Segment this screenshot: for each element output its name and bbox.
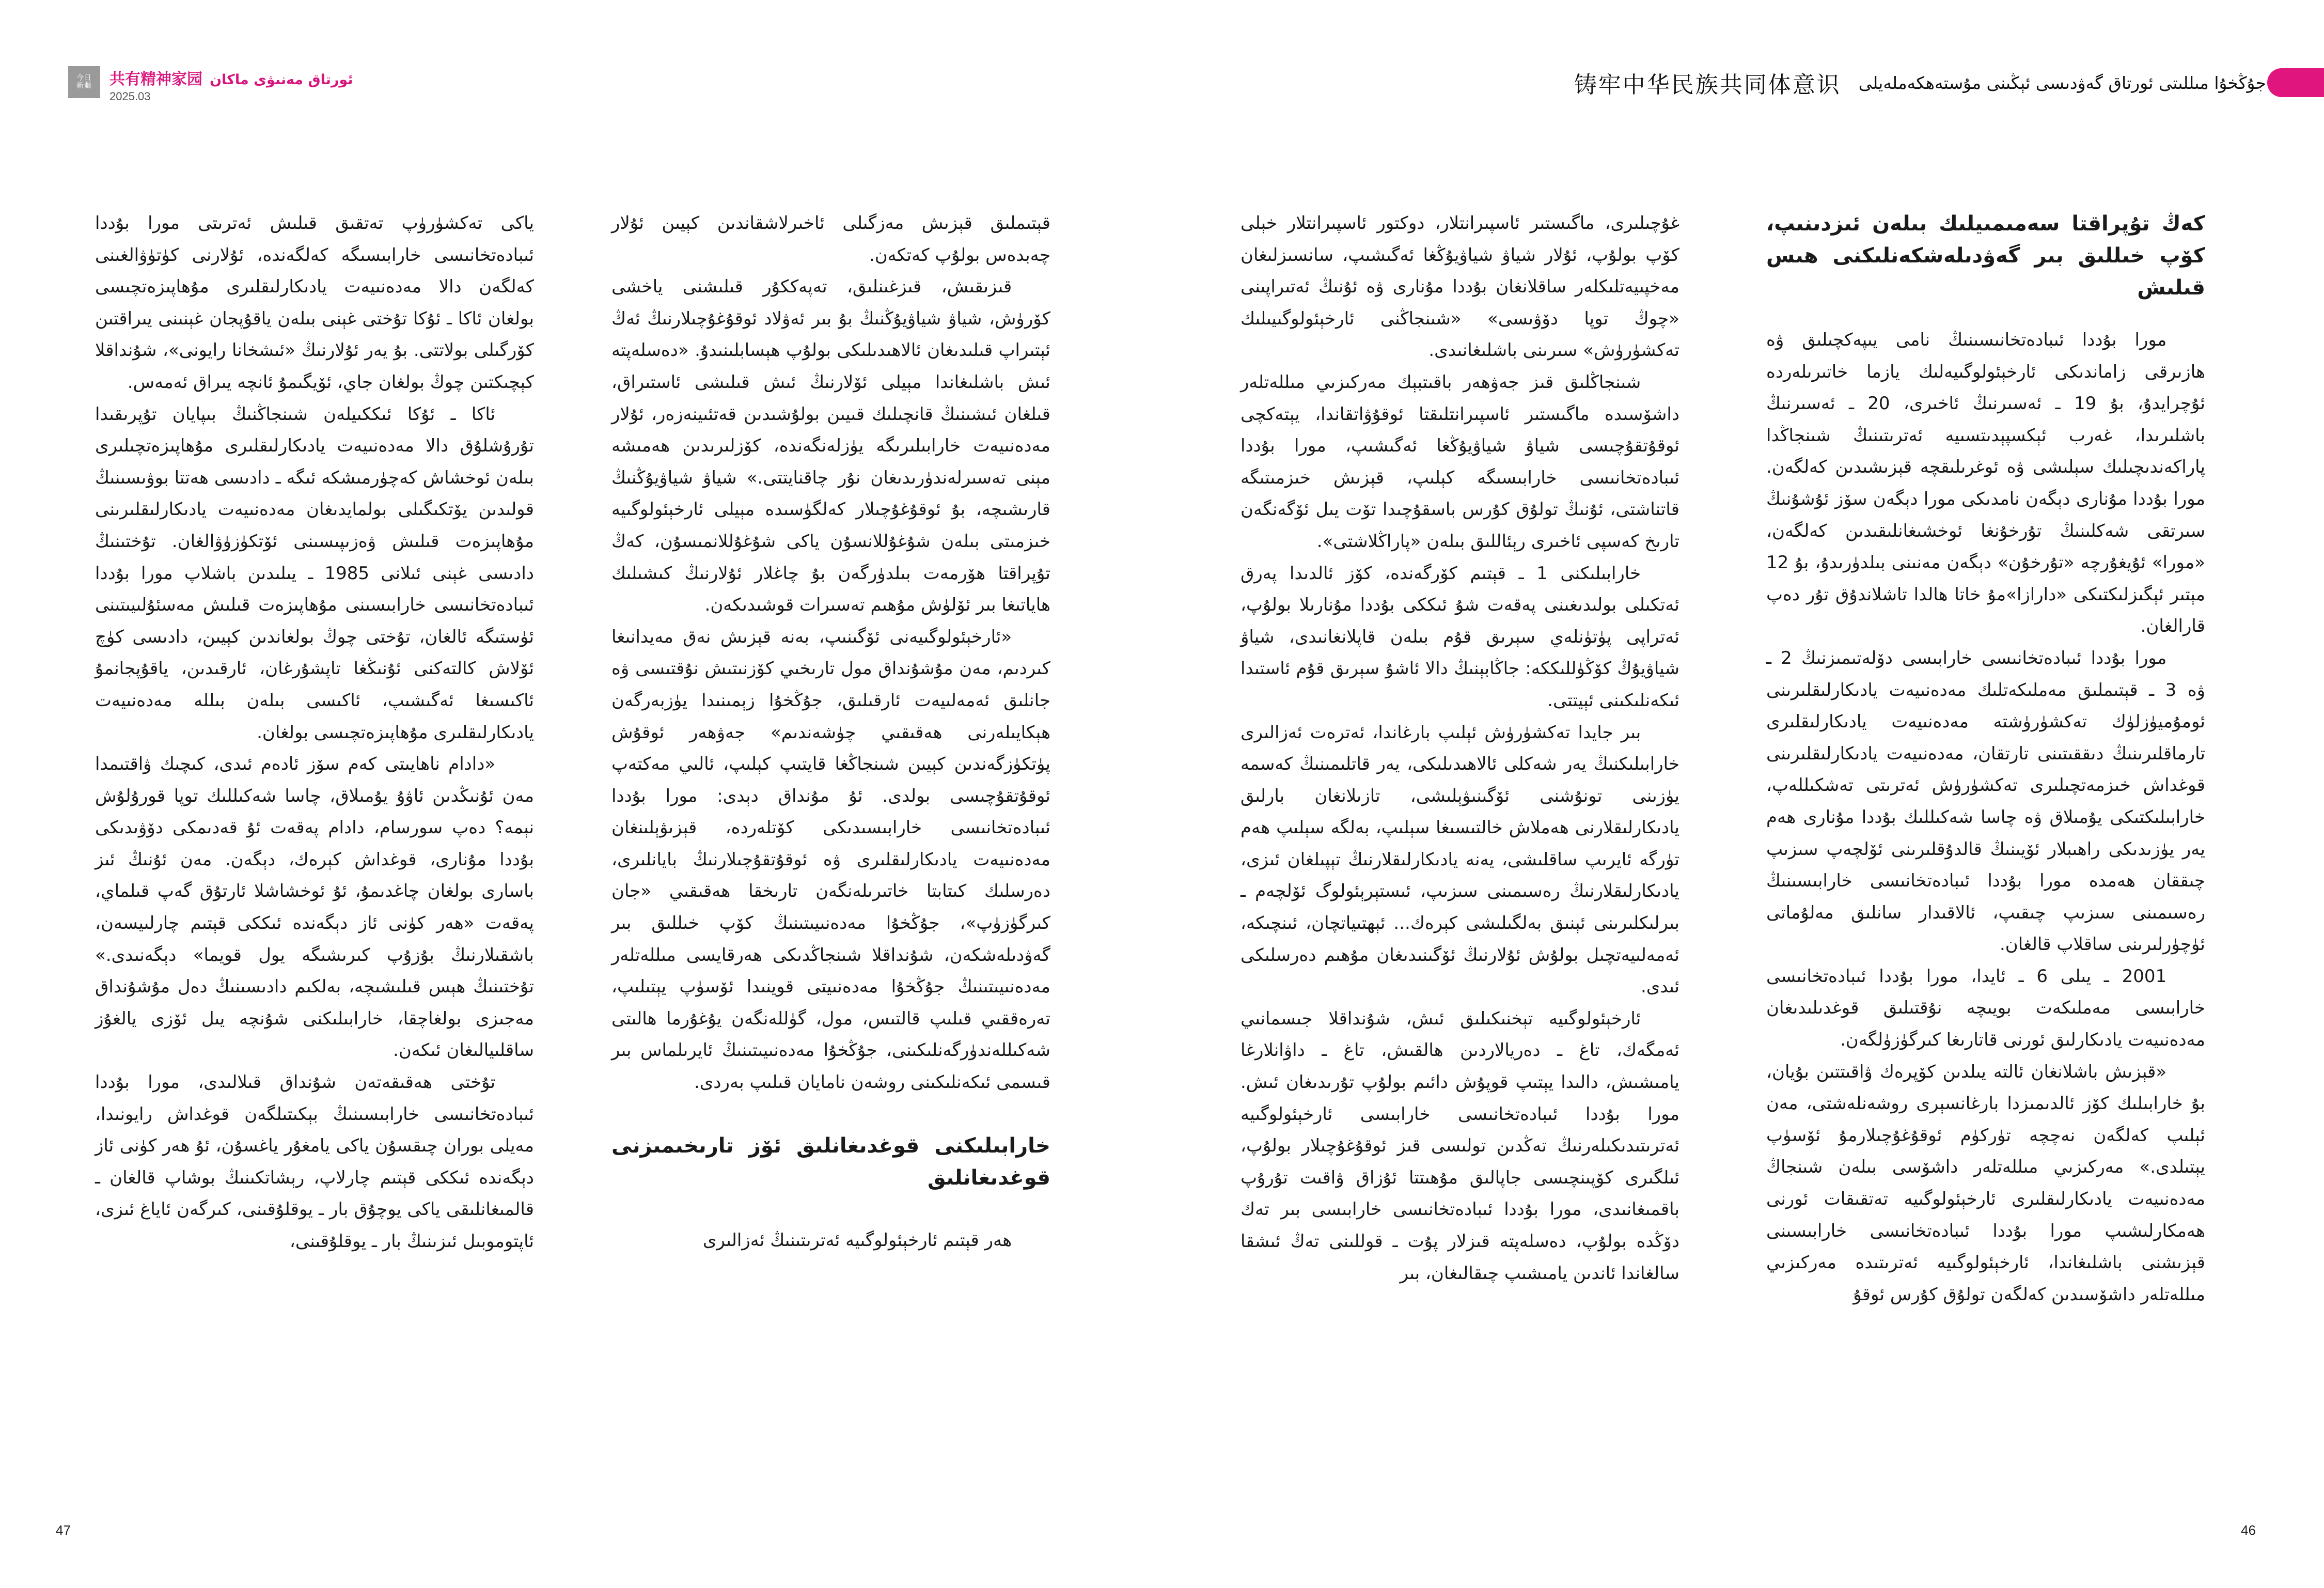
paragraph: ھەر قېتىم ئارخېئولوگىيە ئەترىتىنىڭ ئەزالىرى	[702, 1229, 1012, 1251]
paragraph: «دادام ناھايىتى كەم سۆز ئادەم ئىدى، كىچىك ۋاقتىمدا مەن ئۇنىڭدىن ئاۋۇ يۇمىلاق، چاسا شەكىللىك توپا قورۇلۇش نېمە؟ دەپ سورسام، دادام پەقەت ئۇ قەدىمكى دۆۋىدىكى بۇددا مۇنارى، قوغداش كېرەك، دېگەن. مەن ئۇنىڭ ئىز باسارى بولغان چاغدىمۇ، ئۇ ئوخشاشلا ئارتۇق گەپ قىلماي، پەقەت «ھەر كۈنى ئاز دېگەندە ئىككى قېتىم چارلىيسەن، باشقىلارنىڭ بۇزۇپ كىرىشىگە يول قويما» دېگەنىدى.» تۇختىنىڭ ھېس قىلىشىچە، بەلكىم دادىسىنىڭ دەل مۇشۇنداق مەجىزى بولغاچقا، خارابىلىكنى شۇنچە يىل ئۆزى يالغۇز ساقلىيالىغان ئىكەن.	[95, 754, 534, 1061]
section-heading-1: كەڭ تۇپراقتا سەمىمىيلىك بىلەن ئىزدىنىپ، كۆپ خىللىق بىر گەۋدىلەشكەنلىكنى ھىس قىلىش	[1766, 212, 2205, 300]
paragraph: قىزىقىش، قىزغىنلىق، تەپەككۇر قىلىشنى ياخشى كۆرۈش، شياۋ شياۋيۇڭنىڭ بۇ بىر ئەۋلاد ئوقۇغۇچىلارنىڭ ئەڭ ئېتىراپ قىلىدىغان ئالاھىدىلىكى بولۇپ ھېسابلىنىدۇ. «دەسلەپتە ئىش باشلىغاندا مېيلى ئۆلارنىڭ ئىش قىلىشى ئاستىراق، قىلغان ئىشىنىڭ قانچىلىك قىيىن بولۇشىدىن قەتئىينەزەر، ئۇلار مەدەنىيەت خارابىلىرىگە يۈزلەنگەندە، كۆزلىرىدىن ھەمىشە مېنى تەسىرلەندۈرىدىغان نۇر چاقنايتتى.» شياۋ شياۋيۇڭنىڭ قارىشىچە، بۇ ئوقۇغۇچىلار كەلگۈسىدە مېيلى ئارخېئولوگىيە خىزمىتى بىلەن شۇغۇللانسۇن ياكى شۇغۇللانمىسۇن، كەڭ تۇپراقتا ھۆرمەت بىلدۈرگەن بۇ چاغلار ئۇلارنىڭ كىشىلىك ھاياتىغا بىر ئۆلۈش مۇھىم تەسىرات قوشىدىكەن.	[611, 276, 1050, 616]
section-title-cn: 共有精神家园	[109, 70, 202, 88]
magazine-logo	[68, 66, 100, 98]
motto-cn: 铸牢中华民族共同体意识	[1574, 72, 1841, 98]
paragraph: «قېزىش باشلانغان ئالتە يىلدىن كۆپرەك ۋاقىتتىن بۇيان، بۇ خارابىلىك كۆز ئالدىمىزدا بارغانسېرى روشەنلەشتى، مەن ئېلىپ كەلگەن نەچچە تۈركۈم ئوقۇغۇچىلارمۇ ئۆسۈپ يېتىلدى.» مەركىزىي مىللەتلەر داشۆسى بىلەن شىنجاڭ مەدەنىيەت يادىكارلىقلىرى ئارخېئولوگىيە تەتقىقات ئورنى ھەمكارلىشىپ مورا بۇددا ئىبادەتخانىسى خارابىسىنى قېزىشنى باشلىغاندا، ئارخېئولوگىيە ئەترىتىدە مەركىزىي مىللەتلەر داشۆسىدىن كەلگەن تولۇق كۇرس ئوقۇ	[1766, 1061, 2205, 1305]
paragraph: خارابىلىكنى 1 ـ قېتىم كۆرگەندە، كۆز ئالدىدا پەرق ئەتكىلى بولىدىغىنى پەقەت شۇ ئىككى بۇددا مۇنارىلا بولۇپ، ئەتراپى پۈتۈنلەي سېرىق قۇم بىلەن قاپلانغانىدى، شياۋ شياۋيۇڭ كۆڭۈللىككە: جاڭابېنىڭ دالا ئاشۇ سېرىق قۇم ئاستىدا ئىكەنلىكىنى ئېيتتى.	[1240, 563, 1679, 711]
paragraph: ئارخېئولوگىيە تېخنىكىلىق ئىش، شۇنداقلا جىسمانىي ئەمگەك، تاغ ـ دەريالاردىن ھالقىش، تاغ ـ داۋانلارغا يامىشىش، دالىدا يېتىپ قوپۇش دائىم بولۇپ تۇرىدىغان ئىش. مورا بۇددا ئىبادەتخانىسى خارابىسى ئارخېئولوگىيە ئەترىتىدىكىلەرنىڭ تەڭدىن تولىسى قىز ئوقۇغۇچىلار بولۇپ، ئىلگىرى كۆپىنچىسى جاپالىق مۇھىتتا ئۇزاق ۋاقىت تۇرۇپ باقمىغانىدى، مورا بۇددا ئىبادەتخانىسى خارابىسى بىر تەك دۆڭدە بولۇپ، دەسلەپتە قىزلار پۇت ـ قوللىنى تەڭ ئىشقا سالغاندا ئاندىن يامىشىپ چىقالىغان، بىر	[1240, 1008, 1679, 1284]
right-page-header	[1574, 66, 2266, 99]
column-1	[95, 208, 534, 1258]
paragraph: مورا بۇددا ئىبادەتخانىسىنىڭ نامى يىپەكچىلىق ۋە ھازىرقى زاماندىكى ئارخېئولوگىيەلىك يازما خاتىرىلەردە ئۇچرايدۇ، بۇ 19 ـ ئەسىرنىڭ ئاخىرى، 20 ـ ئەسىرنىڭ باشلىرىدا، غەرب ئېكسپېدىتسىيە ئەترىتىنىڭ شىنجاڭدا پاراكەندىچىلىك سېلىشى ۋە ئوغرىلىقچە قېزىشىدىن كەلگەن. مورا بۇددا مۇنارى دېگەن نامدىكى مورا دېگەن سۆز ئۇشۇنىڭ سىرتقى شەكلىنىڭ تۇرخۇنغا ئوخشىغانلىقىدىن كەلگەن، «مورا» ئۇيغۇرچە «تۇرخۇن» دېگەن مەنىنى بىلدۈرىدۇ، بۇ 12 مېتىر ئېگىزلىكتىكى «دارازا»مۇ خاتا ھالدا تاشلاندۇق تۇر دەپ قارالغان.	[1766, 330, 2205, 637]
issue-number: 2025.03	[109, 90, 151, 103]
section-heading-2: خارابىلىكنى قوغدىغانلىق ئۆز تارىخىمىزنى قوغدىغانلىق	[611, 1133, 1050, 1190]
left-page-header	[68, 66, 353, 103]
header-accent-bar	[2267, 68, 2324, 97]
paragraph: قېتىملىق قېزىش مەزگىلى ئاخىرلاشقاندىن كېيىن ئۇلار چەبدەس بولۇپ كەتكەن.	[611, 213, 1050, 266]
motto-ug: جۇڭخۇا مىللىتى ئورتاق گەۋدىسى ئېڭىنى مۇستەھكەملەيلى	[1858, 72, 2266, 93]
column-3	[1240, 208, 1679, 1289]
paragraph: «ئارخېئولوگىيەنى ئۆگىنىپ، بەنە قېزىش نەق مەيدانىغا كىردىم، مەن مۇشۇنداق مول تارىخىي كۆزنىتىش نۇقتىسى ۋە جانلىق ئەمەلىيەت ئارقىلىق، جۇڭخۇا زېمىنىدا يۈزبەرگەن ھېكايىلەرنى ھەقىقىي چۈشەندىم» جەۋھەر ئوقۇش پۈتكۈزگەندىن كېيىن شىنجاڭغا قايتىپ كېلىپ، ئالىي مەكتەپ ئوقۇتقۇچىسى بولدى. ئۇ مۇنداق دېدى: مورا بۇددا ئىبادەتخانىسى خارابىسىدىكى كۆتلەردە، قېزىۋېلىنغان مەدەنىيەت يادىكارلىقلىرى ۋە ئوقۇتقۇچىلارنىڭ بايانلىرى، دەرسلىك كىتابتا خاتىرىلەنگەن تارىخقا ھەقىقىي «جان كىرگۈزۈپ»، جۇڭخۇا مەدەنىيىتىنىڭ كۆپ خىللىق بىر گەۋدىلەشكەن، شۇنداقلا شىنجاڭدىكى ھەرقايسى مىللەتلەر مەدەنىيىتىنىڭ جۇڭخۇا مەدەنىيتى قوينىدا ئۆسۈپ يېتىلىپ، تەرەققىي قىلىپ قالتىس، مول، گۈللەنگەن يۇغۇرما ھالىتى شەكىللەندۈرگەنلىكىنى، جۇڭخۇا مەدەنىيىتىنىڭ ئايرىلماس بىر قىسمى ئىكەنلىكىنى روشەن نامايان قىلىپ بەردى.	[611, 626, 1050, 1093]
paragraph: مورا بۇددا ئىبادەتخانىسى خارابىسى دۆلەتىمىزنىڭ 2 ـ ۋە 3 ـ قېتىملىق مەملىكەتلىك مەدەنىيەت يادىكارلىقلىرىنى ئومۇميۈزلۈك تەكشۈرۈشتە مەدەنىيەت يادىكارلىقلىرى تارماقلىرىنىڭ دىققىتىنى تارتقان، مەدەنىيەت يادىكارلىقلىرىنى قوغداش خىزمەتچىلىرى تەكشۈرۈش ئەترىتى تەشكىللەپ، خارابىلىكتىكى يۇمىلاق ۋە چاسا شەكىللىك بۇددا مۇنارى ھەم يەر يۈزىدىكى راھىبلار ئۆيىنىڭ قالدۇقلىرىنى ئۆلچەپ سىزىپ چىققان ھەمدە مورا بۇددا ئىبادەتخانىسى خارابىسىنىڭ رەسىمىنى سىزىپ چىقىپ، ئالاقىدار سانلىق مەلۇماتى ئۈچۈرلىرىنى ساقلاپ قالغان.	[1766, 647, 2205, 955]
page-number-left: 47	[56, 1522, 71, 1538]
logo-line-2: 新疆	[76, 82, 92, 90]
paragraph: بىر جايدا تەكشۈرۈش ئېلىپ بارغاندا، ئەترەت ئەزالىرى خارابىلىكنىڭ يەر شەكلى ئالاھىدىلىكى، يەر قاتلىمىنىڭ كەسمە يۈزىنى تونۇشنى ئۆگىنىۋېلىشى، تازىلانغان بارلىق يادىكارلىقلارنى ھەملاش خالتىسىغا سېلىپ، بەلگە سېلىپ ھەم تۈرگە ئايرىپ ساقلىشى، يەنە يادىكارلىقلارنىڭ تېپىلغان ئىزى، يادىكارلىقلارنىڭ رەسىمىنى سىزىپ، ئىستېرېئولوگ ئۆلچەم ـ بىرلىكلىرىنى ئېنىق بەلگىلىشى كېرەك... ئېھتىياتچان، ئىنچىكە، ئەمەلىيەتچىل بولۇش ئۇلارنىڭ ئۆگىنىدىغان مۇھىم دەرسلىكى ئىدى.	[1240, 722, 1679, 998]
section-title-ug: ئورتاق مەنىۋى ماكان	[210, 72, 353, 88]
paragraph: ئاكا ـ ئۇكا ئىككىيلەن شىنجاڭنىڭ بىپايان تۇپرىقىدا تۇرۇشلۇق دالا مەدەنىيەت يادىكارلىقلىرى مۇھاپىزەتچىلىرى بىلەن ئوخشاش كەچۈرمىشكە ئىگە ـ دادىسى ھەتتا بوۋىسىنىڭ قولىدىن يۆتكىگىلى بولمايدىغان مەدەنىيەت يادىكارلىقلىرىنى مۇھاپىزەت قىلىش ۋەزىپىسىنى ئۆتكۈزۈۋالغان. تۇختىنىڭ دادىسى غېنى ئىلانى 1985 ـ يىلىدىن باشلاپ مورا بۇددا ئىبادەتخانىسى خارابىسىنى مۇھاپىزەت قىلىش مەسئۇلىيىتىنى ئۈستىگە ئالغان، تۇختى چوڭ بولغاندىن كېيىن، دادىسى كۈچ ئۆلاش كالتەكنى ئۇنىڭغا تاپشۇرغان، ئارقىدىن، ياقۇپجانمۇ ئاكىسىغا ئەگىشىپ، ئاكىسى بىلەن بىللە مەدەنىيەت يادىكارلىقلىرى مۇھاپىزەتچىسى بولغان.	[95, 403, 535, 743]
paragraph: شىنجاڭلىق قىز جەۋھەر باقىتبېك مەركىزىي مىللەتلەر داشۆسىدە ماگىستىر ئاسپىرانتلىقتا ئوقۇۋاتقاندا، يېتەكچى ئوقۇتقۇچىسى شياۋ شياۋيۇڭغا ئەگىشىپ، مورا بۇددا ئىبادەتخانىسى خارابىسىگە كېلىپ، قېزىش خىزمىتىگە قاتناشتى، ئۇنىڭ تولۇق كۇرس باسقۇچىدا تۆت يىل ئۆگەنگەن تارىخ كەسپى ئاخىرى رېئاللىق بىلەن «پاراڭلاشتى».	[1240, 371, 1679, 552]
column-4	[1766, 208, 2205, 1311]
paragraph: غۇچىلىرى، ماگىستىر ئاسپىرانتلار، دوكتور ئاسپىرانتلار خېلى كۆپ بولۇپ، ئۇلار شياۋ شياۋيۇڭغا ئەگىشىپ، سانسىزلىغان مەخپىيەتلىكلەر ساقلانغان بۇددا مۇنارى ۋە ئۇنىڭ ئەتىراپىنى «چوڭ توپا دۆۋىسى» «شىنجاڭنى ئارخېئولوگىيىلىك تەكشۈرۈش» سىرىنى باشلىغانىدى.	[1240, 213, 1679, 361]
paragraph: 2001 ـ يىلى 6 ـ ئايدا، مورا بۇددا ئىبادەتخانىسى خارابىسى مەملىكەت بويىچە نۇقتىلىق قوغدىلىدىغان مەدەنىيەت يادىكارلىق ئورنى قاتارىغا كىرگۈزۈلگەن.	[1766, 966, 2205, 1051]
paragraph: ياكى تەكشۈرۈپ تەتقىق قىلىش ئەترىتى مورا بۇددا ئىبادەتخانىسى خارابىسىگە كەلگەندە، ئۇلارنى كۈتۈۋالغىنى كەلگەن دالا مەدەنىيەت يادىكارلىقلىرى مۇھاپىزەتچىسى بولغان ئاكا ـ ئۇكا تۇختى غېنى بىلەن ياقۇپجان غېنىنى يىراقتىن كۆرگىلى بولاتتى. بۇ يەر ئۇلارنىڭ «ئىشخانا رايونى»، شۇنداقلا كېچىكتىن چوڭ بولغان جاي، ئۆيگىمۇ ئانچە يىراق ئەمەس.	[95, 213, 534, 393]
column-2	[611, 208, 1050, 1256]
page-number-right: 46	[2241, 1522, 2256, 1538]
paragraph: تۇختى ھەقىقەتەن شۇنداق قىلالىدى، مورا بۇددا ئىبادەتخانىسى خارابىسىنىڭ بېكىتىلگەن قوغداش رايونىدا، مەيلى بوران چىقسۇن ياكى يامغۇر ياغسۇن، ئۇ ھەر كۈنى ئاز دېگەندە ئىككى قېتىم چارلاپ، رېشاتكىنىڭ بوشاپ قالغان ـ قالمىغانلىقى ياكى يوچۇق بار ـ يوقلۇقىنى، كىرگەن ئاياغ ئىزى، ئاپتوموبىل ئىزىنىڭ بار ـ يوقلۇقىنى،	[95, 1072, 534, 1252]
logo-line-1: 今日	[76, 74, 92, 82]
